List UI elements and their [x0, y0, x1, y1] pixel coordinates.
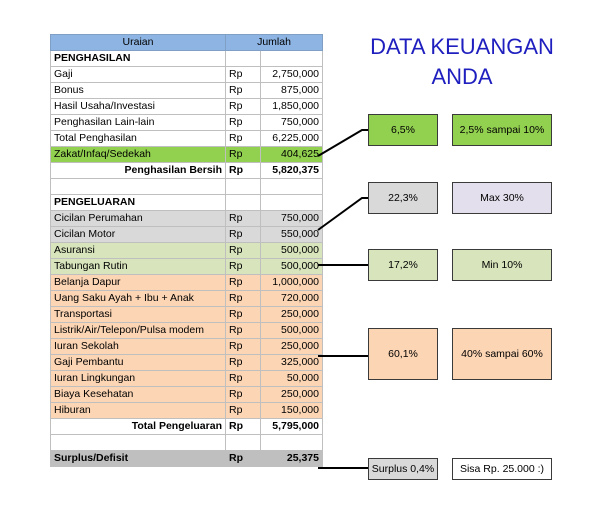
zakat-row-amount: 404,625	[261, 147, 323, 163]
surplus-target-box: Sisa Rp. 25.000 :)	[452, 458, 552, 480]
expense-row-currency: Rp	[226, 243, 261, 259]
expense-row-currency: Rp	[226, 211, 261, 227]
expense-row-currency: Rp	[226, 307, 261, 323]
connector-zakat	[318, 130, 368, 156]
expense-row-label: Asuransi	[51, 243, 226, 259]
expense-row-label: Biaya Kesehatan	[51, 387, 226, 403]
income-row-label: Gaji	[51, 67, 226, 83]
expense-row-amount: 500,000	[261, 243, 323, 259]
expense-row-amount: 500,000	[261, 259, 323, 275]
surplus-actual-box: Surplus 0,4%	[368, 458, 438, 480]
expense-row-label: Iuran Sekolah	[51, 339, 226, 355]
income-row-label: Total Penghasilan	[51, 131, 226, 147]
expense-row-label: Transportasi	[51, 307, 226, 323]
expense-row-label: Gaji Pembantu	[51, 355, 226, 371]
income-row-amount: 1,850,000	[261, 99, 323, 115]
expense-row-currency: Rp	[226, 323, 261, 339]
total-expense-row-label: Total Pengeluaran	[51, 419, 226, 435]
net-income-row-currency: Rp	[226, 163, 261, 179]
expense-row-amount: 750,000	[261, 211, 323, 227]
saving-target-box: Min 10%	[452, 249, 552, 281]
income-row-currency: Rp	[226, 83, 261, 99]
expense-row-amount: 550,000	[261, 227, 323, 243]
income-row-currency: Rp	[226, 115, 261, 131]
expense-row-label: Cicilan Motor	[51, 227, 226, 243]
expense-row-currency: Rp	[226, 291, 261, 307]
expense-row-label: Belanja Dapur	[51, 275, 226, 291]
expense-row-amount: 250,000	[261, 307, 323, 323]
income-row-currency: Rp	[226, 99, 261, 115]
expense-row-currency: Rp	[226, 275, 261, 291]
expense-row-amount: 250,000	[261, 339, 323, 355]
surplus-row-currency: Rp	[226, 451, 261, 467]
income-row-amount: 2,750,000	[261, 67, 323, 83]
expense-row-amount: 1,000,000	[261, 275, 323, 291]
expense-row-currency: Rp	[226, 259, 261, 275]
title-line-1: DATA KEUANGAN	[370, 34, 554, 59]
income-row-currency: Rp	[226, 131, 261, 147]
expense-row-label: Uang Saku Ayah + Ibu + Anak	[51, 291, 226, 307]
total-expense-row-currency: Rp	[226, 419, 261, 435]
living-actual-box: 60,1%	[368, 328, 438, 380]
net-income-row-amount: 5,820,375	[261, 163, 323, 179]
income-row-label: Bonus	[51, 83, 226, 99]
expense-row-currency: Rp	[226, 355, 261, 371]
expense-row-label: Listrik/Air/Telepon/Pulsa modem	[51, 323, 226, 339]
title-line-2: ANDA	[431, 64, 493, 89]
section-income-label: PENGHASILAN	[51, 51, 226, 67]
net-income-row-label: Penghasilan Bersih	[51, 163, 226, 179]
expense-row-label: Iuran Lingkungan	[51, 371, 226, 387]
header-jumlah: Jumlah	[226, 35, 323, 51]
expense-row-currency: Rp	[226, 403, 261, 419]
expense-row-currency: Rp	[226, 371, 261, 387]
income-row-label: Hasil Usaha/Investasi	[51, 99, 226, 115]
debt-actual-box: 22,3%	[368, 182, 438, 214]
zakat-row-label: Zakat/Infaq/Sedekah	[51, 147, 226, 163]
income-row-amount: 750,000	[261, 115, 323, 131]
section-expense-row-label: PENGELUARAN	[51, 195, 226, 211]
expense-row-amount: 720,000	[261, 291, 323, 307]
expense-row-amount: 50,000	[261, 371, 323, 387]
connector-debt	[318, 198, 368, 230]
income-row-amount: 875,000	[261, 83, 323, 99]
income-row-label: Penghasilan Lain-lain	[51, 115, 226, 131]
expense-row-currency: Rp	[226, 387, 261, 403]
expense-row-label: Hiburan	[51, 403, 226, 419]
expense-row-amount: 250,000	[261, 387, 323, 403]
expense-row-amount: 325,000	[261, 355, 323, 371]
zakat-row-currency: Rp	[226, 147, 261, 163]
surplus-row-amount: 25,375	[261, 451, 323, 467]
surplus-row-label: Surplus/Defisit	[51, 451, 226, 467]
debt-target-box: Max 30%	[452, 182, 552, 214]
income-row-amount: 6,225,000	[261, 131, 323, 147]
expense-row-label: Tabungan Rutin	[51, 259, 226, 275]
total-expense-row-amount: 5,795,000	[261, 419, 323, 435]
zakat-actual-box: 6,5%	[368, 114, 438, 146]
header-uraian: Uraian	[51, 35, 226, 51]
zakat-target-box: 2,5% sampai 10%	[452, 114, 552, 146]
income-row-currency: Rp	[226, 67, 261, 83]
expense-row-amount: 500,000	[261, 323, 323, 339]
expense-row-currency: Rp	[226, 227, 261, 243]
living-target-box: 40% sampai 60%	[452, 328, 552, 380]
expense-row-currency: Rp	[226, 339, 261, 355]
saving-actual-box: 17,2%	[368, 249, 438, 281]
expense-row-label: Cicilan Perumahan	[51, 211, 226, 227]
expense-row-amount: 150,000	[261, 403, 323, 419]
